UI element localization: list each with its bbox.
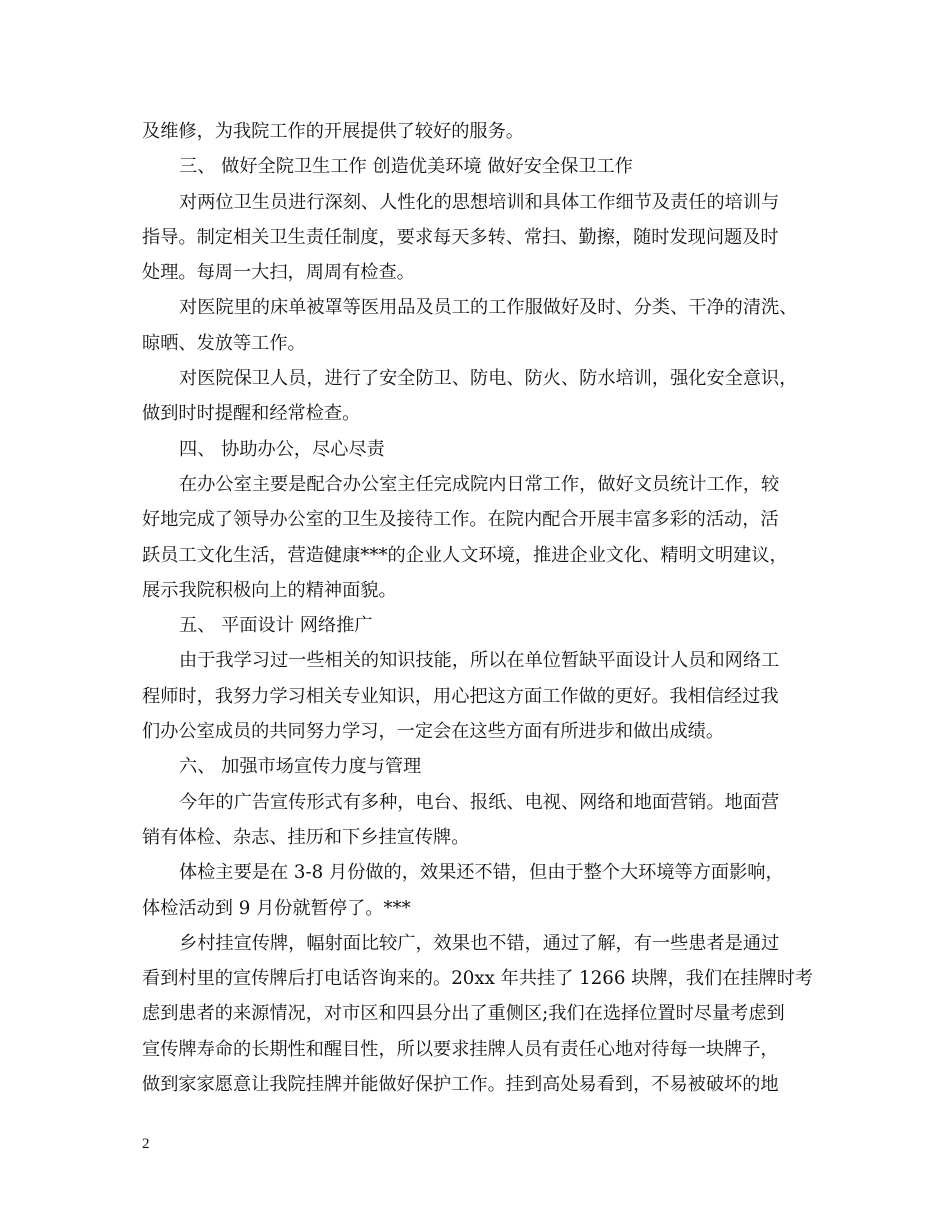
text-line: 及维修，为我院工作的开展提供了较好的服务。 (142, 121, 524, 142)
document-body (142, 114, 822, 1102)
text-line: 体检主要是在 3-8 月份做的，效果还不错，但由于整个大环境等方面影响， (179, 862, 784, 884)
text-line: 销有体检、杂志、挂历和下乡挂宣传牌。 (142, 826, 470, 848)
text-line: 乡村挂宣传牌，幅射面比较广，效果也不错，通过了解，有一些患者是通过 (179, 932, 780, 954)
text-line: 跃员工文化生活，营造健康***的企业人文环境，推进企业文化、精明文明建议， (142, 544, 788, 566)
text-line: 虑到患者的来源情况，对市区和四县分出了重侧区;我们在选择位置时尽量考虑到 (142, 1003, 785, 1025)
text-line: 六、 加强市场宣传力度与管理 (179, 756, 422, 778)
text-line: 宣传牌寿命的长期性和醒目性，所以要求挂牌人员有责任心地对待每一块牌子， (142, 1038, 779, 1060)
text-line: 做到时时提醒和经常检查。 (142, 403, 361, 425)
text-line: 晾晒、发放等工作。 (142, 332, 306, 354)
text-line: 今年的广告宣传形式有多种，电台、报纸、电视、网络和地面营销。地面营 (179, 791, 780, 813)
text-line: 对医院里的床单被罩等医用品及员工的工作服做好及时、分类、干净的清洗、 (179, 297, 798, 319)
text-line: 看到村里的宣传牌后打电话咨询来的。20xx 年共挂了 1266 块牌，我们在挂牌时考 (142, 968, 814, 990)
text-line: 四、 协助办公，尽心尽责 (179, 438, 385, 460)
text-line: 在办公室主要是配合办公室主任完成院内日常工作，做好文员统计工作，较 (179, 473, 780, 495)
text-line: 程师时，我努力学习相关专业知识，用心把这方面工作做的更好。我相信经过我 (142, 685, 779, 707)
text-line: 们办公室成员的共同努力学习，一定会在这些方面有所进步和做出成绩。 (142, 721, 725, 743)
text-line: 展示我院积极向上的精神面貌。 (142, 579, 397, 601)
text-line: 对医院保卫人员，进行了安全防卫、防电、防火、防水培训，强化安全意识， (179, 368, 798, 390)
text-line: 五、 平面设计 网络推广 (179, 615, 373, 637)
text-line: 由于我学习过一些相关的知识技能，所以在单位暂缺平面设计人员和网络工 (179, 650, 780, 672)
text-line: 处理。每周一大扫，周周有检查。 (142, 262, 415, 284)
text-line: 体检活动到 9 月份就暂停了。*** (142, 897, 411, 919)
text-line: 三、 做好全院卫生工作 创造优美环境 做好安全保卫工作 (179, 156, 633, 178)
text-line: 对两位卫生员进行深刻、人性化的思想培训和具体工作细节及责任的培训与 (179, 191, 780, 213)
page-number: 2 (142, 1136, 150, 1152)
text-line: 好地完成了领导办公室的卫生及接待工作。在院内配合开展丰富多彩的活动，活 (142, 509, 779, 531)
text-line: 指导。制定相关卫生责任制度，要求每天多转、常扫、勤擦，随时发现问题及时 (142, 226, 779, 248)
text-line: 做到家家愿意让我院挂牌并能做好保护工作。挂到高处易看到，不易被破坏的地 (142, 1074, 779, 1096)
